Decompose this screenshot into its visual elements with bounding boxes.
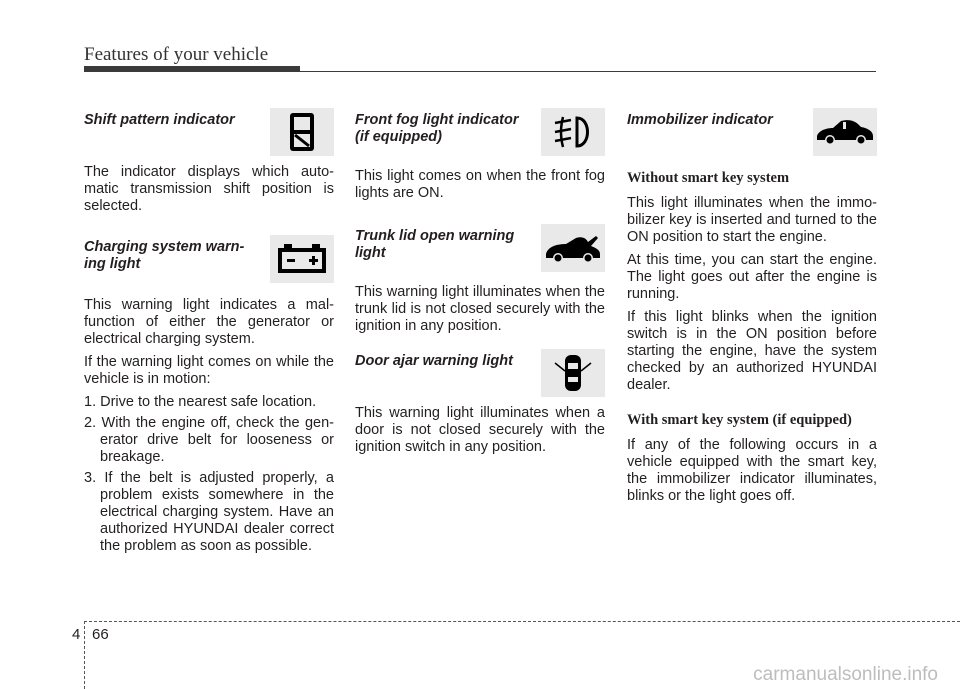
paragraph: At this time, you can start the engine. The light goes out after the engine is running. (627, 252, 877, 302)
paragraph: This light illuminates when the immo-bilizer key is inserted and turned to the ON position to start the engine. (627, 195, 877, 245)
subheading-with-smart-key: With smart key system (if equipped) (627, 412, 852, 428)
subheading-without-smart-key: Without smart key system (627, 170, 790, 186)
section-door-ajar (355, 349, 605, 456)
section-front-fog (355, 108, 605, 202)
section-trunk-open (355, 224, 605, 335)
column-2 (355, 108, 605, 462)
header-rule (300, 71, 876, 72)
paragraph: This warning light indicates a mal-function of either the generator or electrical charging system. (84, 297, 334, 347)
list-item: 1. Drive to the nearest safe location. (84, 394, 317, 410)
paragraph: If this light blinks when the ignition switch is in the ON position before starting the engine, have the system checked by an authorized HYUNDAI dealer. (627, 309, 877, 393)
section-immobilizer (627, 108, 877, 505)
footer-divider (84, 621, 85, 689)
page-header-title: Features of your vehicle (84, 44, 269, 65)
trunk-open-icon (541, 224, 605, 272)
section-title: Trunk lid open warning light (355, 228, 515, 261)
paragraph: If the warning light comes on while the vehicle is in motion: (84, 354, 334, 387)
paragraph: This light comes on when the front fog lights are ON. (355, 168, 605, 201)
page-number: 66 (92, 626, 109, 643)
footer-rule (84, 621, 960, 622)
watermark-text: carmanualsonline.info (753, 664, 938, 685)
paragraph: The indicator displays which auto-matic transmission shift position is selected. (84, 164, 334, 214)
header-bar (84, 66, 300, 72)
section-title: Shift pattern indicator (84, 112, 235, 128)
door-ajar-icon (541, 349, 605, 397)
section-title: Door ajar warning light (355, 353, 513, 369)
paragraph: This warning light illuminates when the trunk lid is not closed securely with the ignition in any position. (355, 284, 605, 334)
immobilizer-car-icon (813, 108, 877, 156)
front-fog-light-icon (541, 108, 605, 156)
list-item: 2. With the engine off, check the gen-erator drive belt for looseness or breakage. (84, 415, 334, 465)
section-charging-system (84, 235, 334, 555)
chapter-number: 4 (72, 626, 81, 643)
list-item: 3. If the belt is adjusted properly, a problem exists somewhere in the electrical charging system. Have an authorized HYUNDAI dealer correct the problem as soon as possible. (84, 470, 334, 554)
section-shift-pattern (84, 108, 334, 215)
paragraph: This warning light illuminates when a door is not closed securely with the ignition switch in any position. (355, 405, 605, 455)
paragraph: If any of the following occurs in a vehicle equipped with the smart key, the immobilizer indicator illuminates, blinks or the light goes off. (627, 437, 877, 504)
column-3 (627, 108, 877, 511)
section-title: Charging system warn-ing light (84, 239, 245, 272)
battery-icon (270, 235, 334, 283)
column-1 (84, 108, 334, 559)
section-title: Immobilizer indicator (627, 112, 773, 128)
shift-pattern-icon (270, 108, 334, 156)
section-title: Front fog light indicator (if equipped) (355, 112, 519, 145)
